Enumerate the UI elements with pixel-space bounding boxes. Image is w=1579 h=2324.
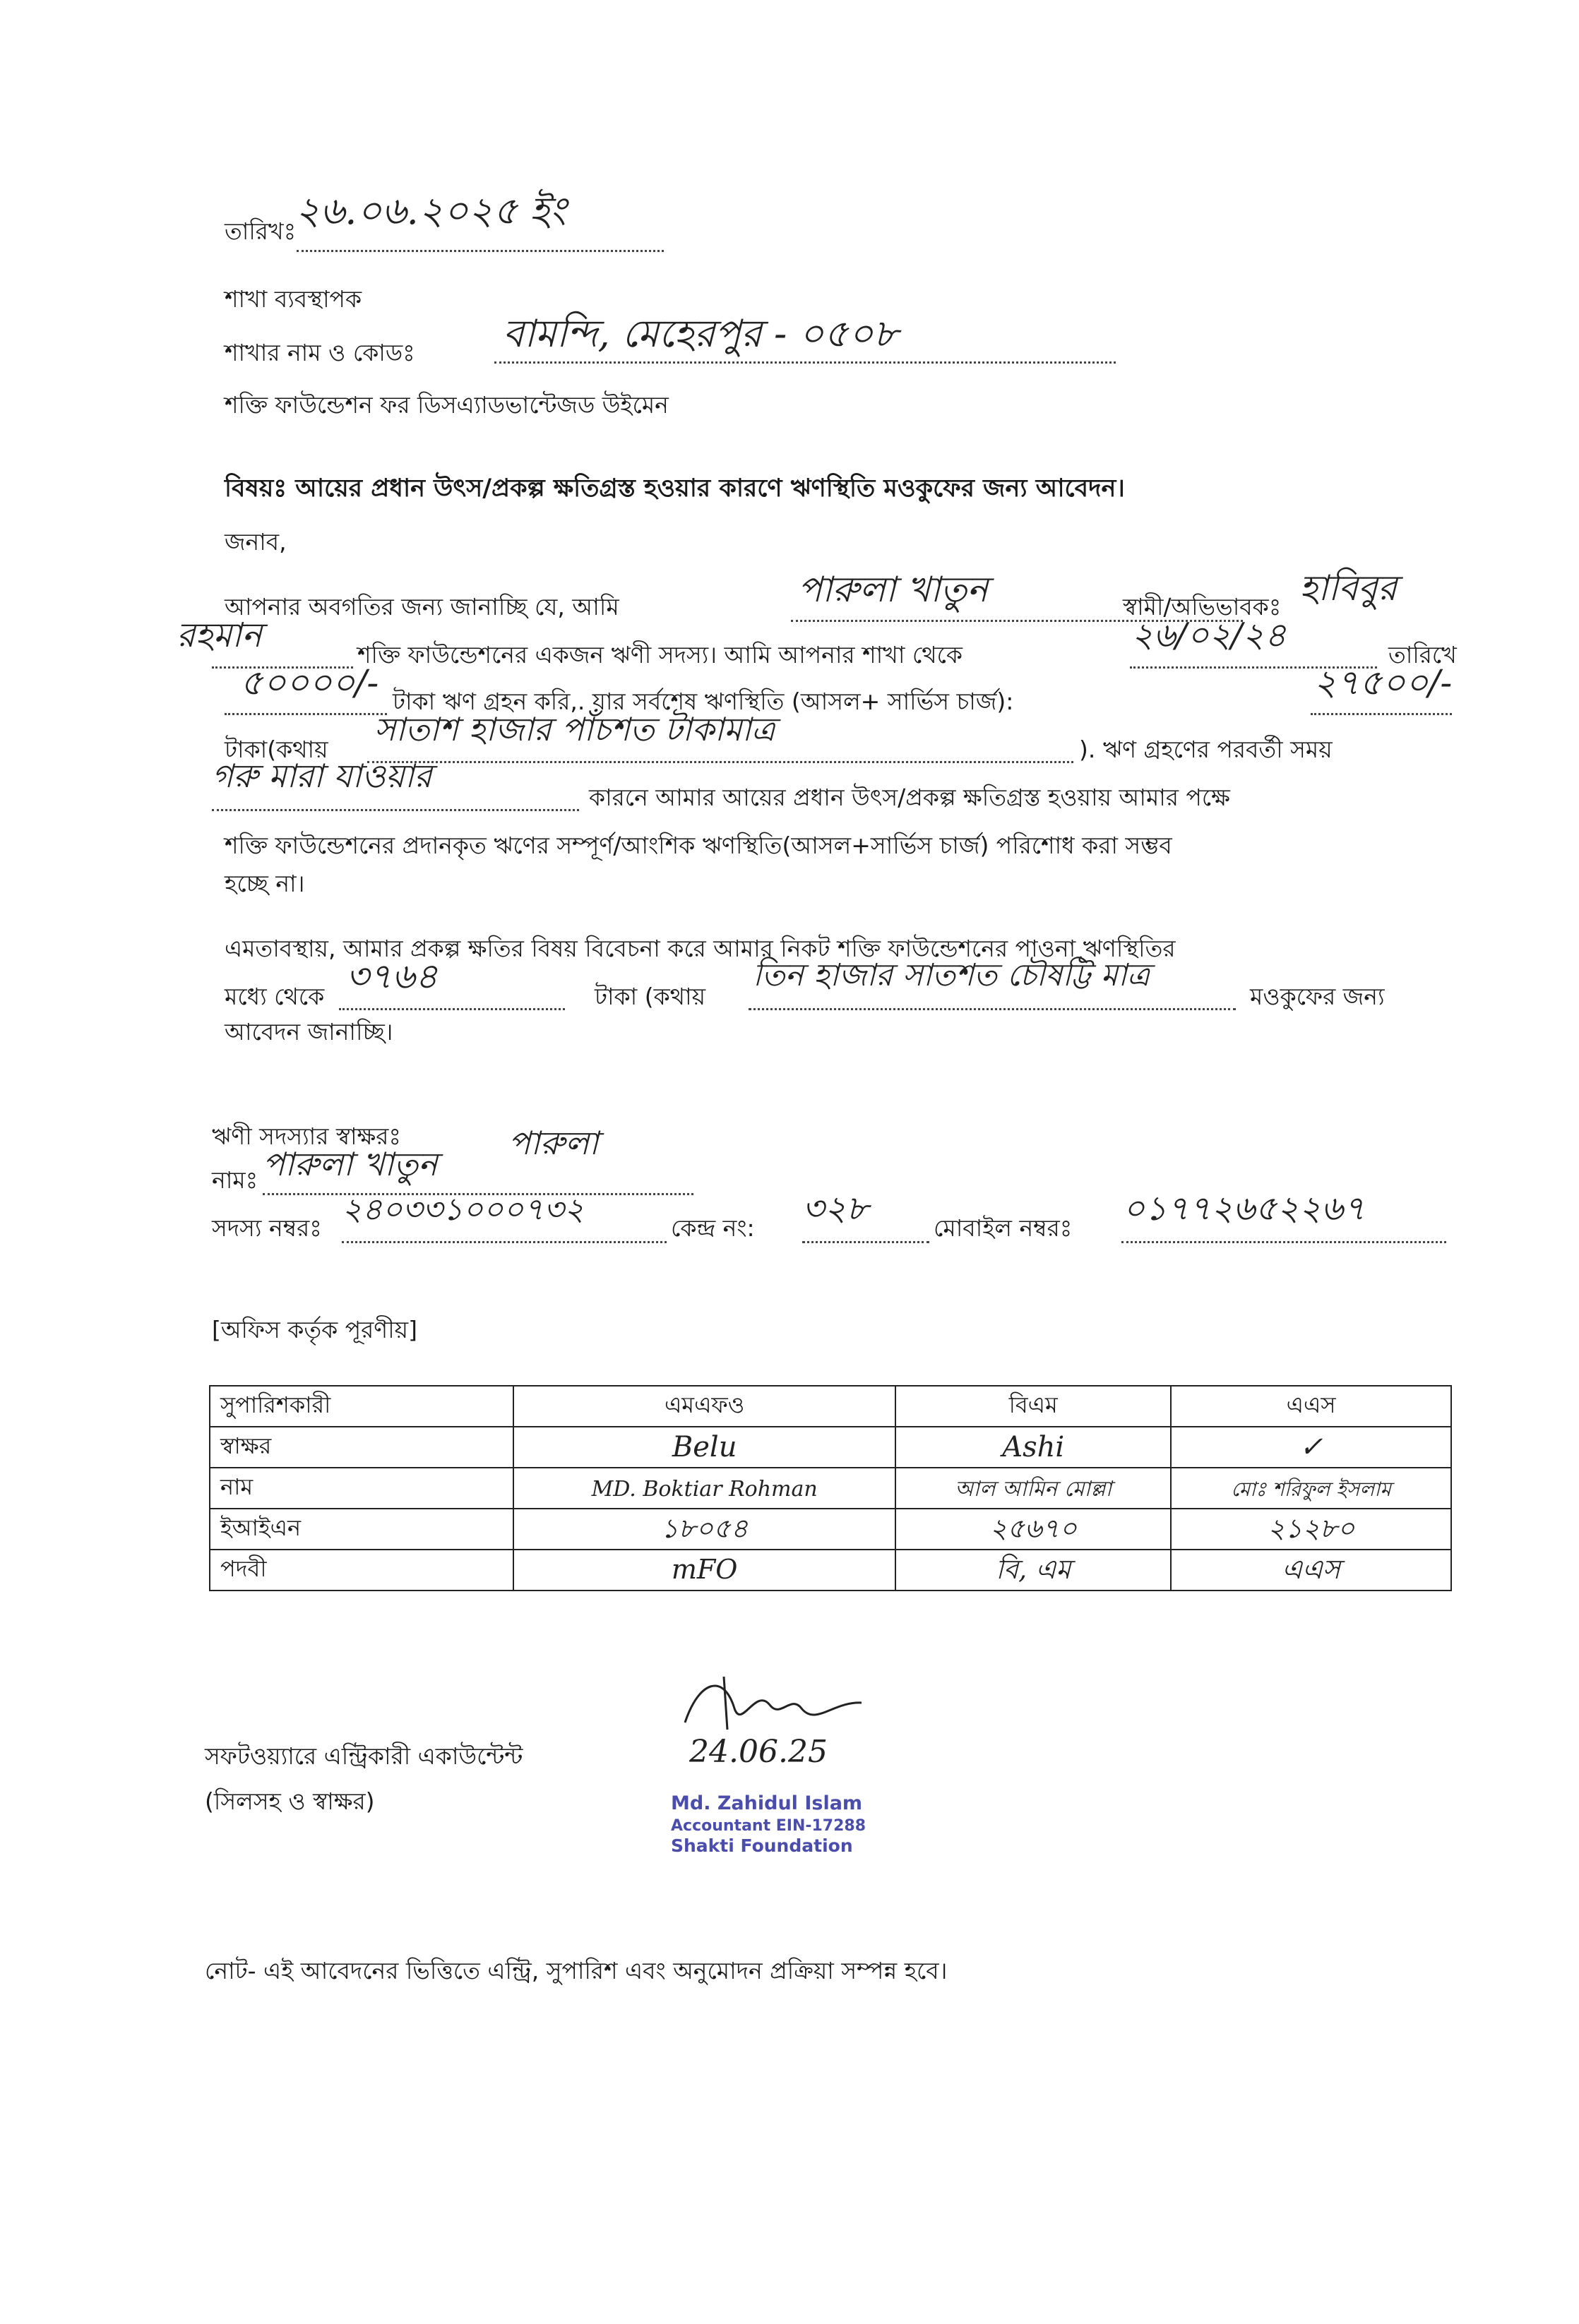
loan-amount-dotted-line [225, 713, 387, 715]
para1-text-4: তারিখে [1388, 641, 1457, 669]
borrower-signature: পারুলা [508, 1124, 599, 1162]
row-label-ein: ইআইএন [210, 1509, 513, 1550]
mfo-designation: mFO [671, 1554, 738, 1585]
para2-text-1: এমতাবস্থায়, আমার প্রকল্প ক্ষতির বিষয় বিবেচনা করে আমার নিকট শক্তি ফাউন্ডেশনের পাওনা ঋণস্থিতির [225, 935, 1176, 962]
para1-text-8: কারনে আমার আয়ের প্রধান উৎস/প্রকল্প ক্ষতিগ্রস্ত হওয়ায় আমার পক্ষে [589, 784, 1230, 811]
center-number: ৩২৮ [802, 1189, 869, 1228]
table-row-name [210, 1468, 1451, 1509]
accountant-signature-scribble [657, 1666, 883, 1744]
borrower-signature-label: ঋণী সদস্যার স্বাক্ষরঃ [212, 1122, 402, 1150]
para1-text-6: টাকা(কথায় [225, 736, 328, 763]
loan-amount: ৫০০০০/- [240, 662, 379, 703]
waive-words-dotted-line [749, 1008, 1236, 1010]
waive-amount: ৩৭৬৪ [346, 956, 438, 997]
guardian-name-part1: হাবিবুর [1299, 568, 1398, 609]
applicant-name: পারুলা খাতুন [798, 569, 989, 610]
waive-in-words: তিন হাজার সাতশত চৌষট্টি মাত্র [753, 957, 1150, 993]
member-number-dotted-line [342, 1241, 667, 1243]
bm-designation: বি, এম [996, 1554, 1071, 1585]
accountant-signature-date: 24.06.25 [689, 1734, 828, 1770]
center-number-label: কেন্দ্র নং: [671, 1214, 755, 1242]
para1-text-10: হচ্ছে না। [225, 870, 305, 897]
para1-text-5: টাকা ঋণ গ্রহন করি,. যার সর্বশেষ ঋণস্থিতি (আসল+ সার্ভিস চার্জ): [393, 688, 1014, 715]
para1-text-9: শক্তি ফাউন্ডেশনের প্রদানকৃত ঋণের সম্পূর্ণ/আংশিক ঋণস্থিতি(আসল+সার্ভিস চার্জ) পরিশোধ করা সম্ভব [225, 832, 1172, 859]
para1-text-2: স্বামী/অভিভাবকঃ [1123, 593, 1282, 621]
office-use-caption: [অফিস কর্তৃক পূরণীয়] [212, 1316, 417, 1343]
guardian-name-part2: রহমান [177, 616, 262, 655]
recipient-title: শাখা ব্যবস্থাপক [225, 285, 362, 313]
as-name: মোঃ শরিফুল ইসলাম [1231, 1478, 1391, 1501]
borrower-name-label: নামঃ [212, 1166, 258, 1194]
branch-dotted-line [494, 361, 1116, 364]
para2-text-4: মওকুফের জন্য [1250, 983, 1385, 1010]
mobile-number: ০১৭৭২৬৫২২৬৭ [1123, 1189, 1366, 1228]
as-designation: এএস [1282, 1554, 1341, 1585]
header-mfo: এমএফও [513, 1386, 895, 1427]
mfo-signature: Belu [672, 1430, 737, 1463]
para2-text-5: আবেদন জানাচ্ছি। [225, 1018, 393, 1046]
table-row-ein [210, 1509, 1451, 1550]
balance-words-dotted-line [367, 761, 1073, 763]
table-header-row [210, 1386, 1451, 1427]
row-label-signature: স্বাক্ষর [210, 1427, 513, 1468]
subject-line: বিষয়ঃ আয়ের প্রধান উৎস/প্রকল্প ক্ষতিগ্রস্ত হওয়ার কারণে ঋণস্থিতি মওকুফের জন্য আবেদন। [225, 474, 1125, 503]
salutation: জনাব, [225, 528, 287, 556]
para2-text-2: মধ্যে থেকে [225, 983, 325, 1010]
member-number-label: সদস্য নম্বরঃ [212, 1214, 322, 1242]
mfo-ein: ১৮০৫৪ [660, 1513, 749, 1544]
date-label: তারিখঃ [225, 217, 297, 245]
member-number: ২৪০৩৩১০০০৭৩২ [342, 1192, 585, 1228]
branch-label: শাখার নাম ও কোডঃ [225, 339, 415, 366]
para2-text-3: টাকা (কথায় [595, 983, 706, 1010]
para1-text-7: ). ঋণ গ্রহণের পরবর্তী সময় [1079, 736, 1333, 763]
mfo-name: MD. Boktiar Rohman [591, 1477, 818, 1502]
accountant-stamp-name: Md. Zahidul Islam [671, 1792, 863, 1814]
date-dotted-line [297, 250, 664, 252]
accountant-stamp-org: Shakti Foundation [671, 1835, 853, 1856]
row-label-name: নাম [210, 1468, 513, 1509]
office-approval-table [209, 1385, 1452, 1591]
mobile-number-dotted-line [1121, 1241, 1446, 1243]
balance-in-words: সাতাশ হাজার পাঁচশত টাকামাত্র [374, 710, 775, 748]
organization-name: শক্তি ফাউন্ডেশন ফর ডিসএ্যাডভান্টেজড উইমেন [225, 391, 669, 419]
waive-amount-dotted-line [339, 1008, 565, 1010]
header-recommender: সুপারিশকারী [210, 1386, 513, 1427]
header-bm: বিএম [895, 1386, 1171, 1427]
damage-reason: গরু মারা যাওয়ার [212, 757, 432, 795]
center-number-dotted-line [802, 1241, 929, 1243]
footer-note: নোট- এই আবেদনের ভিত্তিতে এন্ট্রি, সুপারিশ এবং অনুমোদন প্রক্রিয়া সম্পন্ন হবে। [205, 1957, 948, 1984]
para1-text-1: আপনার অবগতির জন্য জানাচ্ছি যে, আমি [225, 593, 619, 621]
table-row-designation [210, 1550, 1451, 1591]
loan-balance: ২৭৫০০/- [1313, 662, 1453, 703]
para1-text-3: শক্তি ফাউন্ডেশনের একজন ঋণী সদস্য। আমি আপনার শাখা থেকে [357, 641, 963, 669]
reason-dotted-line [212, 809, 579, 811]
table-row-signature [210, 1427, 1451, 1468]
accountant-label: সফটওয়্যারে এন্ট্রিকারী একাউন্টেন্ট [205, 1742, 523, 1770]
branch-value: বামন্দি, মেহেরপুর - ০৫০৮ [503, 311, 898, 356]
accountant-stamp-title: Accountant EIN-17288 [671, 1817, 866, 1835]
as-ein: ২১২৮০ [1267, 1513, 1355, 1544]
bm-signature: Ashi [1002, 1430, 1065, 1463]
loan-date: ২৬/০২/২৪ [1131, 616, 1287, 655]
header-as: এএস [1171, 1386, 1451, 1427]
bm-ein: ২৫৬৭০ [989, 1513, 1077, 1544]
date-value: ২৬.০৬.২০২৫ ইং [295, 188, 566, 233]
balance-dotted-line [1311, 713, 1452, 715]
as-signature: ✓ [1299, 1430, 1323, 1463]
bm-name: আল আমিন মোল্লা [955, 1477, 1112, 1502]
accountant-seal-note: (সিলসহ ও স্বাক্ষর) [205, 1787, 375, 1815]
borrower-name: পারুলা খাতুন [263, 1145, 438, 1183]
mobile-number-label: মোবাইল নম্বরঃ [934, 1214, 1073, 1242]
row-label-designation: পদবী [210, 1550, 513, 1591]
